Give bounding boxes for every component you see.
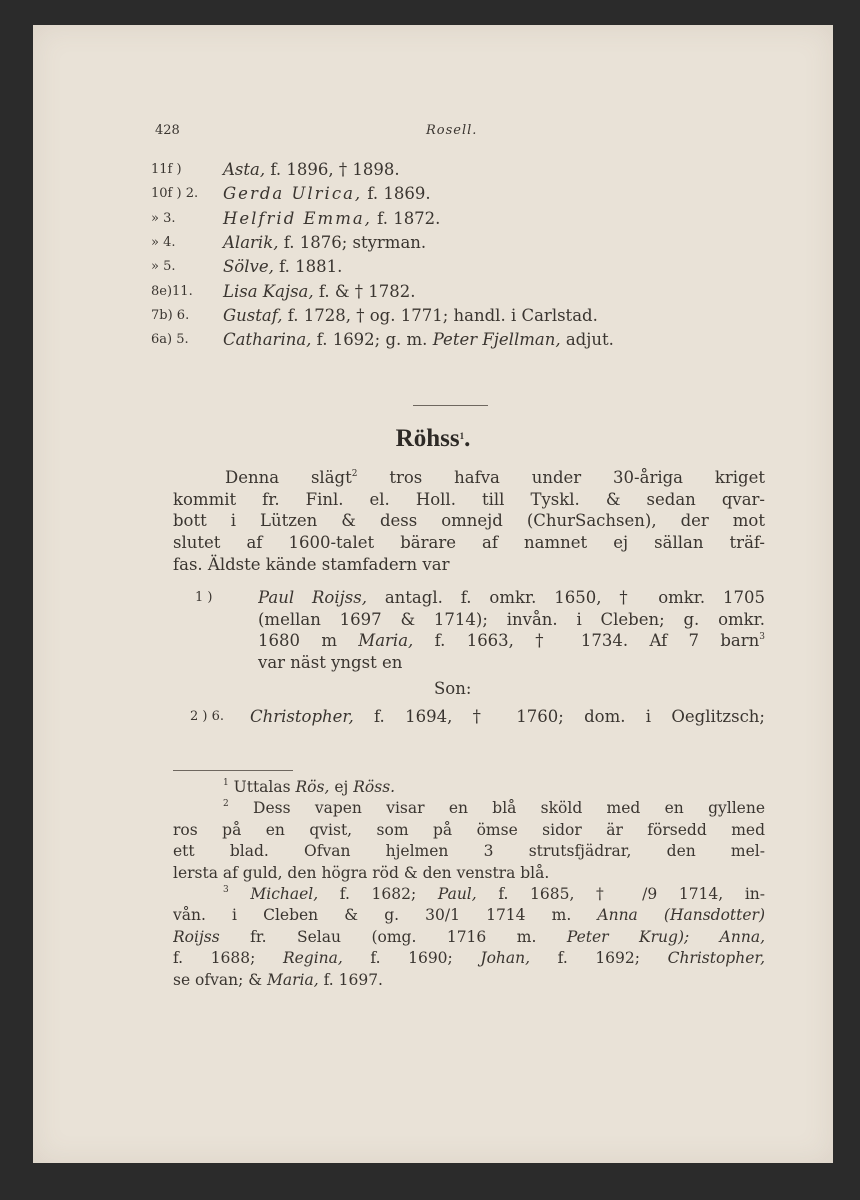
entry-number: 6a) 5. [151, 332, 189, 348]
text: f. 1872. [371, 208, 441, 228]
entry-line [223, 257, 342, 277]
name-text: Regina, [282, 949, 343, 968]
son-label: Son: [434, 679, 472, 698]
genealogy-line [258, 588, 765, 608]
footnote-ref: 3 [223, 885, 229, 895]
entry-line [223, 209, 440, 229]
genealogy-line [258, 653, 402, 673]
text: f. & † 1782. [313, 281, 416, 301]
entry-number: 7b) 6. [151, 307, 190, 323]
name-text: Christopher, [667, 949, 765, 968]
footnote-ref: 1 [223, 778, 229, 788]
name-text: Anna (Hansdotter) [597, 906, 765, 925]
text: ett blad. Ofvan hjelmen 3 strutsfjädrar, den mel- [173, 842, 765, 861]
section-divider [413, 405, 488, 406]
body-line [225, 468, 765, 488]
text: ej [329, 778, 354, 796]
name-text: Peter Fjellman, [432, 330, 561, 350]
text: Uttalas [228, 778, 296, 796]
text: adjut. [560, 330, 614, 350]
section-title-text: Röhss [395, 425, 460, 452]
text: slutet af 1600-talet bärare af namnet ej sällan träf- [173, 533, 765, 553]
footnote-line [223, 798, 765, 818]
footnote-ref: 2 [351, 469, 358, 479]
page-number: 428 [155, 123, 180, 138]
text: fr. Selau (omg. 1716 m. [219, 927, 567, 946]
genealogy-line [258, 631, 765, 651]
name-text: Christopher, [250, 707, 354, 726]
name-text: Maria, [358, 631, 414, 651]
text: f. 1663, † 1734. Af 7 barn [413, 631, 760, 651]
text: se ofvan; & [173, 970, 267, 989]
text: f. 1682; [318, 885, 438, 903]
name-text: Rös, [295, 778, 330, 796]
section-title: Röhss$^1$. [395, 425, 471, 452]
text: f. 1876; styrman. [278, 232, 427, 252]
footnote-line [173, 927, 765, 947]
entry-line [223, 233, 426, 253]
text: f. 1728, † og. 1771; handl. i Carlstad. [282, 305, 598, 325]
genealogy-line [258, 610, 765, 630]
name-text: Michael, [250, 885, 319, 903]
entry-number: 11f ) [151, 162, 182, 177]
entry-line [223, 160, 400, 180]
text: antagl. f. omkr. 1650, † omkr. 1705 [366, 588, 765, 607]
text: fas. Äldste kände stamfadern var [173, 554, 450, 574]
footnote-line [173, 820, 765, 840]
text: kommit fr. Finl. el. Holl. till Tyskl. & sedan qvar- [173, 489, 765, 509]
footnote-line [223, 777, 395, 797]
name-text: Roijss [173, 927, 220, 946]
text: 1680 m [258, 631, 359, 651]
footnote-ref: 3 [759, 632, 765, 643]
text: var näst yngst en [258, 653, 403, 673]
entry-line [223, 282, 416, 302]
name-text: Catharina, [223, 330, 312, 350]
footnote-ref: 1 [459, 431, 465, 441]
name-text: Lisa Kajsa, [223, 281, 314, 301]
text: f. 1869. [362, 184, 431, 204]
name-text: Johan, [480, 949, 531, 968]
footnote-line [173, 863, 549, 883]
name-text: Röss. [353, 778, 396, 796]
entry-number: 8e)11. [151, 283, 193, 299]
running-title: Rosell. [426, 123, 478, 138]
name-text: Helfrid Emma, [223, 208, 372, 228]
entry-line [223, 330, 614, 350]
name-text: Sölve, [223, 257, 274, 277]
name-text: Peter Krug); Anna, [566, 927, 765, 946]
text: Dess vapen visar en blå sköld med en gyllene [228, 799, 765, 818]
entry-number: » 5. [151, 259, 176, 275]
footnote-line [173, 905, 765, 925]
text: ros på en qvist, som på ömse sidor är försedd med [173, 820, 765, 839]
footnote-line [173, 970, 383, 990]
entry-line [223, 306, 598, 326]
name-text: Maria, [266, 970, 319, 989]
name-text: Gerda Ulrica, [223, 184, 363, 204]
entry-number: 2 ) 6. [190, 709, 225, 724]
body-line [173, 533, 765, 553]
body-line [173, 511, 765, 531]
text: f. 1896, † 1898. [265, 160, 400, 179]
name-text: Gustaf, [223, 305, 283, 325]
document-page [33, 25, 833, 1163]
text: f. 1692; [530, 949, 668, 968]
text: f. 1697. [318, 970, 383, 989]
body-line [173, 490, 765, 510]
footnote-line [223, 884, 765, 904]
footnote-line [173, 841, 765, 861]
text: f. 1692; g. m. [311, 330, 433, 350]
name-text: Asta, [223, 160, 266, 179]
entry-number: 10f ) 2. [151, 186, 199, 202]
text: vån. i Cleben & g. 30/1 1714 m. [173, 906, 598, 925]
text: bott i Lützen & dess omnejd (ChurSachsen), der mot [173, 511, 765, 531]
text: f. 1688; [173, 949, 283, 968]
name-text: Paul Roijss, [258, 588, 367, 607]
text: f. 1694, † 1760; dom. i Oeglitzsch; [353, 707, 765, 726]
footnote-divider [173, 770, 293, 771]
entry-number: » 3. [151, 210, 176, 226]
genealogy-line [250, 707, 765, 727]
text: f. 1690; [342, 949, 481, 968]
text: Denna slägt [225, 468, 352, 487]
name-text: Alarik, [223, 232, 279, 252]
text: (mellan 1697 & 1714); invån. i Cleben; g. omkr. [258, 609, 765, 629]
text [229, 885, 251, 903]
text: lersta af guld, den högra röd & den venstra blå. [173, 863, 550, 882]
entry-number: » 4. [151, 234, 176, 250]
text: f. 1881. [273, 257, 343, 277]
name-text: Paul, [437, 885, 477, 903]
text: f. 1685, † /9 1714, in- [476, 885, 765, 903]
body-line [173, 555, 449, 575]
entry-number: 1 ) [195, 590, 213, 605]
footnote-line [173, 948, 765, 968]
text: tros hafva under 30-åriga kriget [357, 468, 765, 487]
footnote-ref: 2 [223, 799, 229, 810]
entry-line [223, 184, 431, 204]
